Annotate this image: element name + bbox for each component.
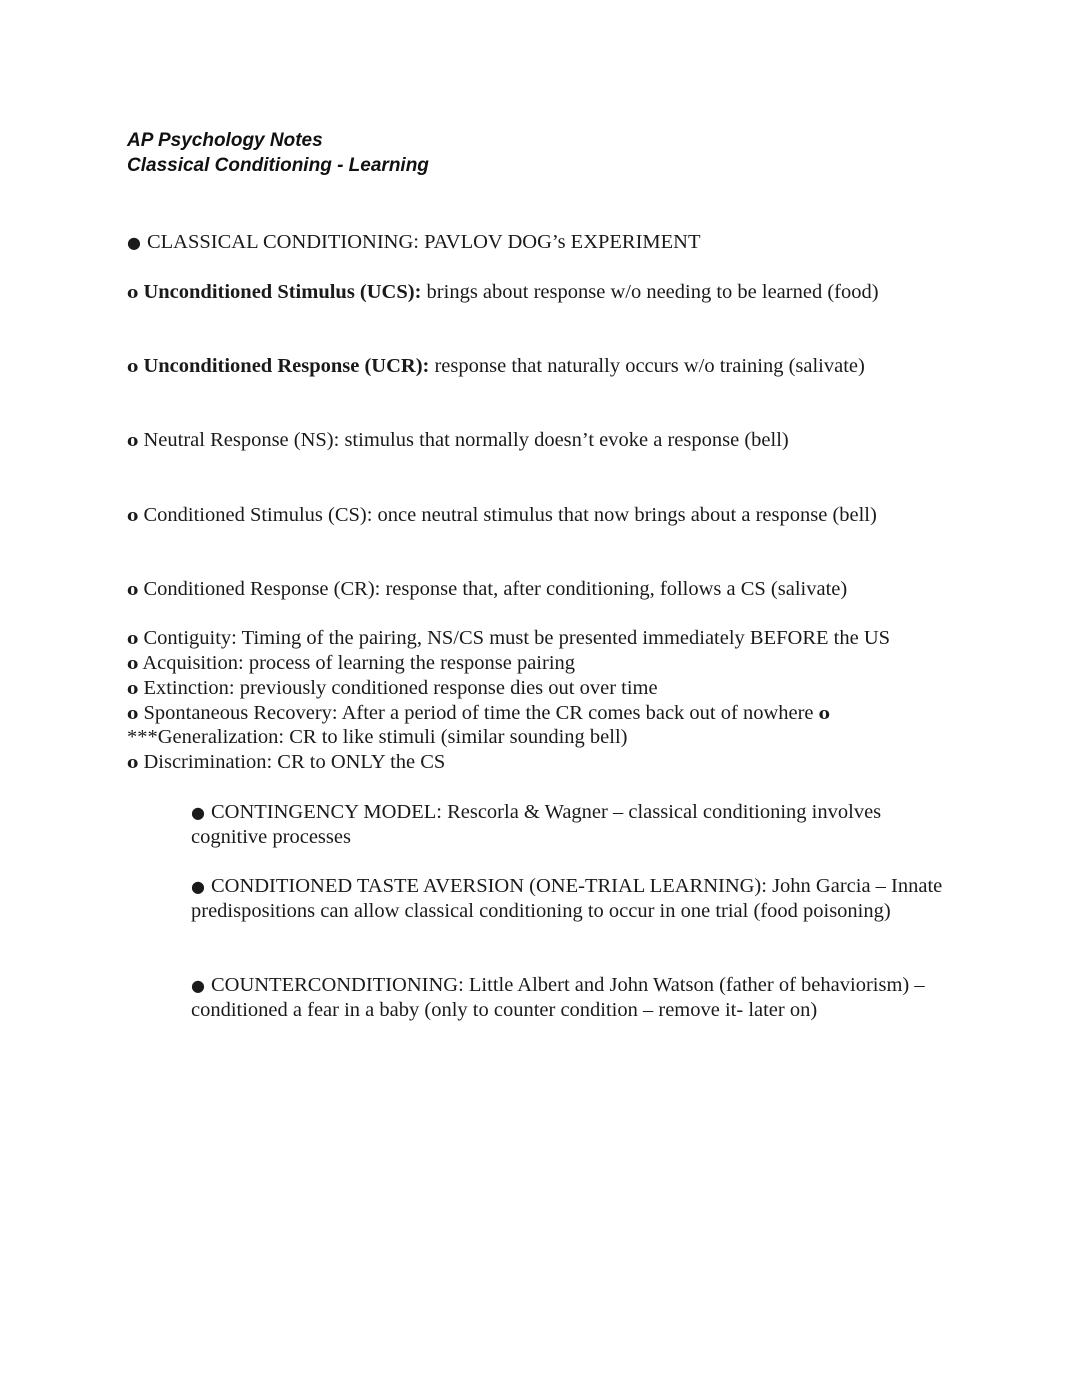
sub-marker-icon: o xyxy=(127,357,139,377)
term-extinction xyxy=(127,676,658,702)
term-generalization-label: ***Generalization: xyxy=(127,726,285,748)
term-ns xyxy=(127,428,789,454)
sub-marker-icon: o xyxy=(127,629,139,649)
term-cr xyxy=(127,577,847,603)
term-generalization-definition: CR to like stimuli (similar sounding bell) xyxy=(289,726,628,748)
term-acquisition xyxy=(127,651,575,677)
term-ns-label: Neutral Response (NS): xyxy=(143,429,340,451)
header-topic-title: Classical Conditioning - Learning xyxy=(127,155,429,176)
bullet-icon: ● xyxy=(191,976,205,995)
sub-marker-icon: o xyxy=(127,506,139,526)
sub-marker-icon: o xyxy=(127,431,139,451)
term-contiguity-definition: Timing of the pairing, NS/CS must be presented immediately BEFORE the US xyxy=(241,627,891,649)
term-ucs xyxy=(127,280,927,306)
term-ucs-definition: brings about response w/o needing to be learned (food) xyxy=(426,281,879,303)
bullet-counterconditioning-text: COUNTERCONDITIONING: Little Albert and John Watson (father of behaviorism) – conditioned a fear in a baby (only to counter condition – remove it- later on) xyxy=(191,974,925,1021)
section-title-text: CLASSICAL CONDITIONING: PAVLOV DOG’s EXPERIMENT xyxy=(146,231,701,253)
sub-marker-icon: o xyxy=(127,654,139,674)
bullet-icon: ● xyxy=(191,877,205,896)
bullet-taste-aversion-text: CONDITIONED TASTE AVERSION (ONE-TRIAL LEARNING): John Garcia – Innate predispositions can allow classical conditioning to occur in one trial (food poisoning) xyxy=(191,875,943,922)
term-cs-definition: once neutral stimulus that now brings about a response (bell) xyxy=(377,504,877,526)
term-ucs-label: Unconditioned Stimulus (UCS): xyxy=(143,281,422,303)
term-contiguity-label: Contiguity: xyxy=(143,627,237,649)
bullet-contingency-model xyxy=(191,800,951,850)
bullet-taste-aversion xyxy=(191,874,951,924)
sub-marker-icon: o xyxy=(127,679,139,699)
term-ns-definition: stimulus that normally doesn’t evoke a response (bell) xyxy=(344,429,789,451)
sub-marker-icon: o xyxy=(127,753,139,773)
term-cr-definition: response that, after conditioning, follows a CS (salivate) xyxy=(385,578,848,600)
bullet-contingency-text: CONTINGENCY MODEL: Rescorla & Wagner – classical conditioning involves cognitive processes xyxy=(191,801,882,848)
sub-marker-icon: o xyxy=(127,580,139,600)
term-cs xyxy=(127,503,877,529)
section-title xyxy=(127,230,701,255)
term-extinction-label: Extinction: xyxy=(143,677,235,699)
document-header xyxy=(127,128,429,178)
term-spontaneous-definition: After a period of time the CR comes back out of nowhere xyxy=(341,702,814,724)
term-ucr-definition: response that naturally occurs w/o training (salivate) xyxy=(434,355,865,377)
term-ucr-label: Unconditioned Response (UCR): xyxy=(143,355,430,377)
term-cs-label: Conditioned Stimulus (CS): xyxy=(143,504,373,526)
term-ucr xyxy=(127,354,865,380)
term-discrimination xyxy=(127,750,445,776)
bullet-counterconditioning xyxy=(191,973,951,1023)
term-spontaneous-recovery xyxy=(127,701,830,727)
term-extinction-definition: previously conditioned response dies out over time xyxy=(239,677,658,699)
term-generalization xyxy=(127,725,627,750)
sub-marker-icon: o xyxy=(127,704,139,724)
sub-marker-icon: o xyxy=(127,283,139,303)
term-contiguity xyxy=(127,626,890,652)
sub-marker-icon: o xyxy=(818,704,830,724)
term-discrimination-definition: CR to ONLY the CS xyxy=(277,751,446,773)
term-acquisition-definition: process of learning the response pairing xyxy=(248,652,576,674)
term-cr-label: Conditioned Response (CR): xyxy=(143,578,381,600)
term-discrimination-label: Discrimination: xyxy=(143,751,273,773)
header-course-title: AP Psychology Notes xyxy=(127,130,323,151)
bullet-icon: ● xyxy=(191,803,205,822)
term-acquisition-label: Acquisition: xyxy=(142,652,244,674)
bullet-icon: ● xyxy=(127,233,141,252)
term-spontaneous-label: Spontaneous Recovery: xyxy=(143,702,338,724)
